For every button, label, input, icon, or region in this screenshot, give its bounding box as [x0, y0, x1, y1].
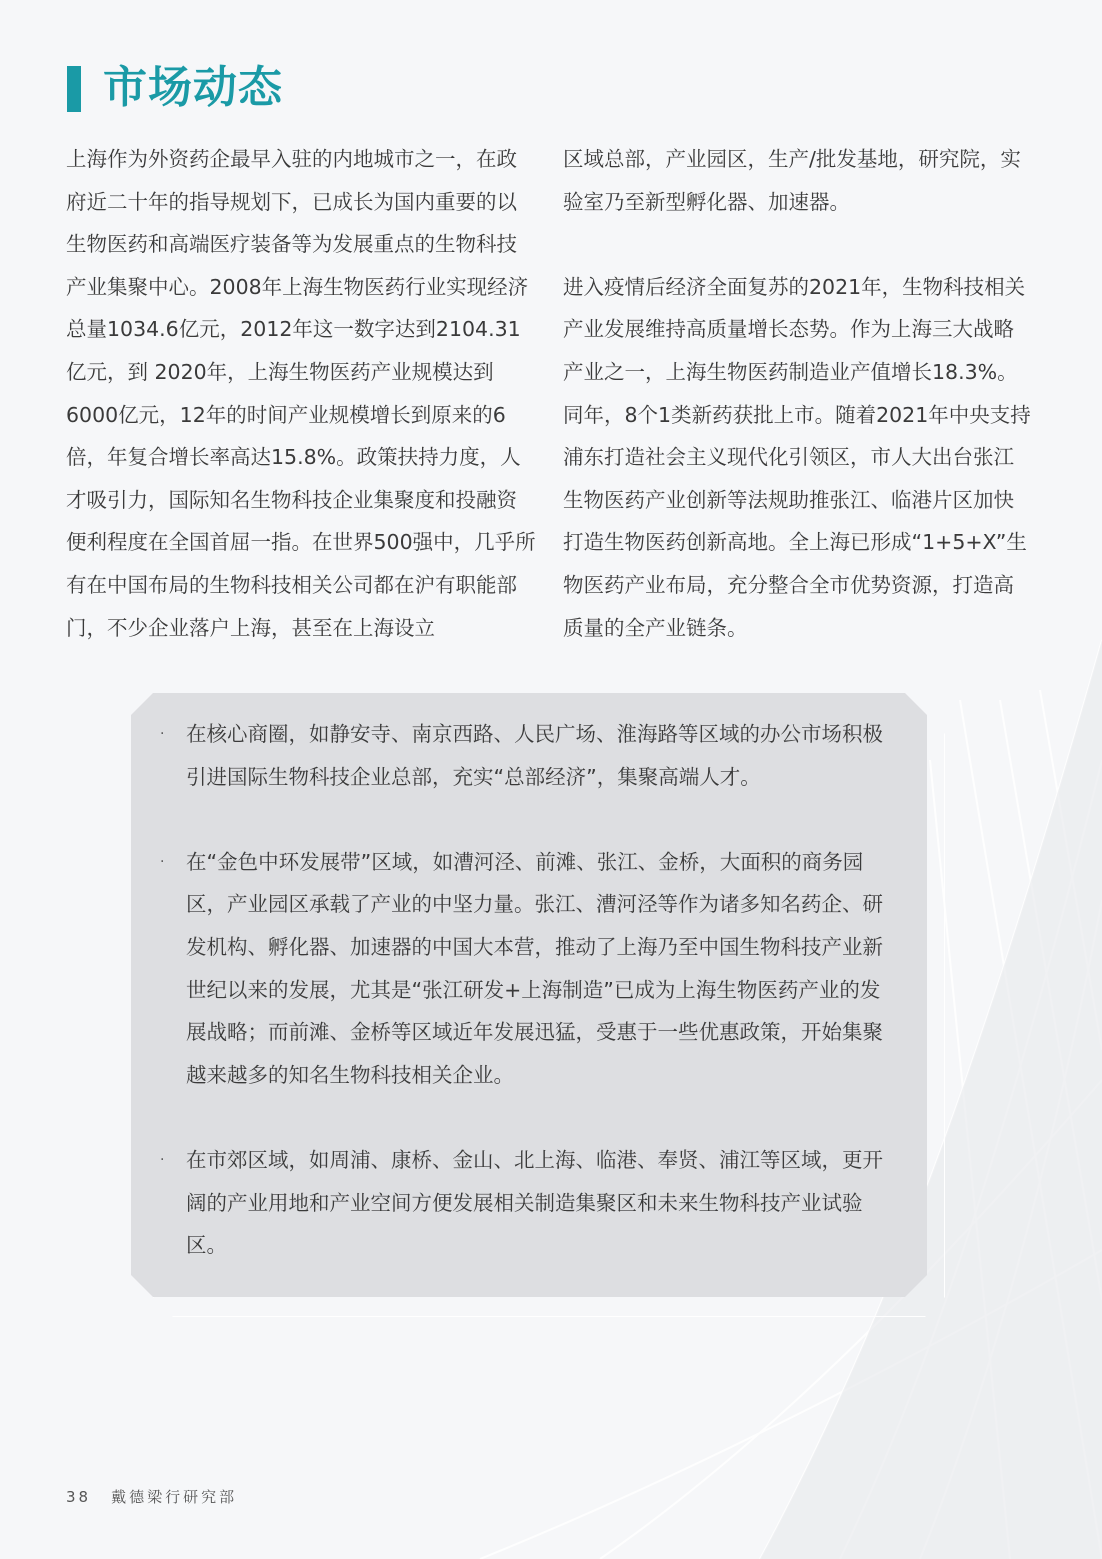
left-paragraph: 上海作为外资药企最早入驻的内地城市之一，在政府近二十年的指导规划下，已成长为国内重要的以生物医药和高端医疗装备等为发展重点的生物科技产业集聚中心。2008年上海生物医药行业实现经济总量1034.6亿元，2012年这一数字达到2104.31亿元，到 2020年，上海生物医药产业规模达到6000亿元，12年的时间产业规模增长到原来的6倍，年复合增长率高达15.8%。政策扶持力度，人才吸引力，国际知名生物科技企业集聚度和投融资便利程度在全国首屈一指。在世界500强中，几乎所有在中国布局的生物科技相关公司都在沪有职能部门，不少企业落户上海，甚至在上海设立 — [66, 147, 536, 640]
bullet-marker: · — [160, 853, 165, 870]
page-title: 市场动态 — [103, 62, 283, 113]
paragraph-spacer — [563, 223, 1033, 266]
district-bullet-list — [160, 713, 891, 1267]
left-text-column — [66, 138, 536, 649]
right-paragraph-2: 进入疫情后经济全面复苏的2021年，生物科技相关产业发展维持高质量增长态势。作为上海三大战略产业之一，上海生物医药制造业产值增长18.3%。同年，8个1类新药获批上市。随着2021年中央支持浦东打造社会主义现代化引领区，市人大出台张江生物医药产业创新等法规助推张江、临港片区加快打造生物医药创新高地。全上海已形成“1+5+X”生物医药产业布局，充分整合全市优势资源，打造高质量的全产业链条。 — [563, 274, 1031, 640]
bullet-item-suburban — [160, 1139, 891, 1267]
right-paragraph-1: 区域总部，产业园区，生产/批发基地，研究院，实验室乃至新型孵化器、加速器。 — [563, 147, 1021, 214]
title-accent-bar — [67, 66, 81, 112]
page-number: 38 — [66, 1488, 92, 1506]
bullet-item-golden-ring — [160, 841, 891, 1097]
right-text-column — [563, 138, 1033, 649]
bullet-item-core-business — [160, 713, 891, 798]
bullet-text: 在“金色中环发展带”区域，如漕河泾、前滩、张江、金桥，大面积的商务园区，产业园区承载了产业的中坚力量。张江、漕河泾等作为诸多知名药企、研发机构、孵化器、加速器的中国大本营，推动了上海乃至中国生物科技产业新世纪以来的发展，尤其是“张江研发+上海制造”已成为上海生物医药产业的发展战略；而前滩、金桥等区域近年发展迅猛，受惠于一些优惠政策，开始集聚越来越多的知名生物科技相关企业。 — [186, 849, 883, 1087]
page-footer — [66, 1486, 257, 1507]
footer-org-name: 戴德梁行研究部 — [111, 1488, 238, 1506]
bullet-text: 在市郊区域，如周浦、康桥、金山、北上海、临港、奉贤、浦江等区域，更开阔的产业用地和产业空间方便发展相关制造集聚区和未来生物科技产业试验区。 — [186, 1147, 883, 1258]
bullet-marker: · — [160, 726, 165, 742]
bullet-marker: · — [160, 1151, 165, 1168]
bullet-text: 在核心商圈，如静安寺、南京西路、人民广场、淮海路等区域的办公市场积极引进国际生物科技企业总部，充实“总部经济”，集聚高端人才。 — [186, 722, 883, 789]
